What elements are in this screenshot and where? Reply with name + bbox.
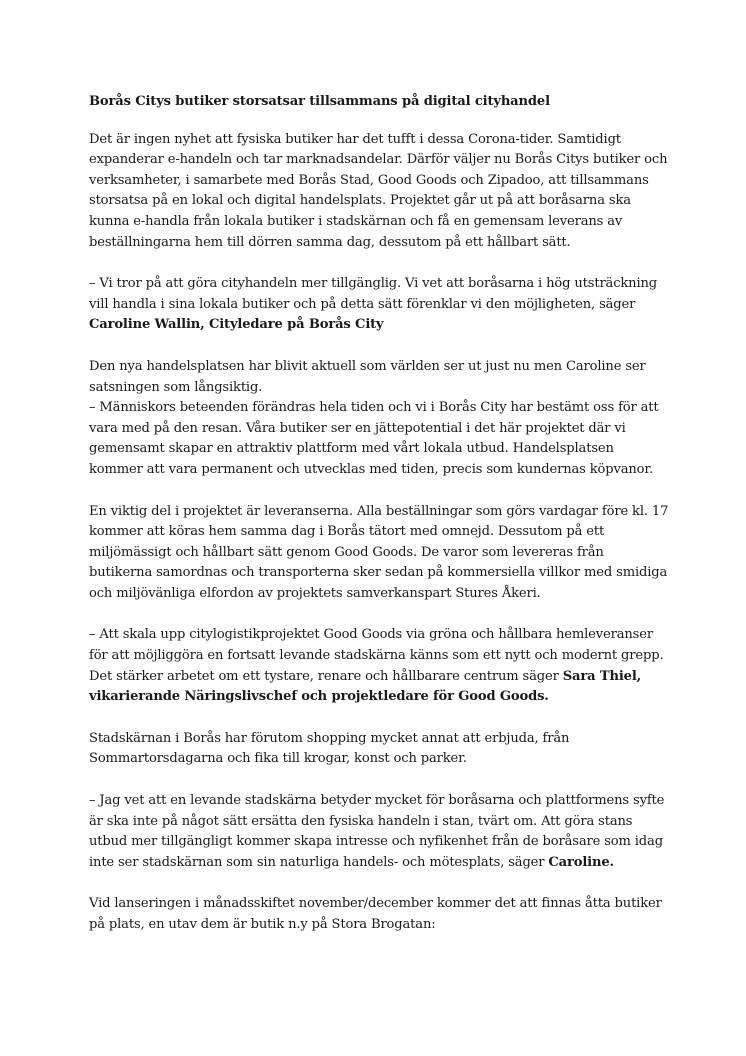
paragraph-launch: Vid lanseringen i månadsskiftet november/december kommer det att finnas åtta butiker på plats, en utav dem är butik n.y på Stora Brogatan: (89, 896, 662, 932)
quote-text: – Vi tror på att göra cityhandeln mer tillgänglig. Vi vet att boråsarna i hög utsträckning vill handla i sina lokala butiker och på detta sätt förenklar vi den möjligheten, säger (89, 276, 658, 312)
quote-attribution: Caroline. (548, 854, 614, 870)
paragraph-long-term: Den nya handelsplatsen har blivit aktuell som världen ser ut just nu men Caroline ser satsningen som långsiktig. (89, 358, 646, 395)
quote-text: – Jag vet att en levande stadskärna betyder mycket för boråsarna och plattformens syfte är ska inte på något sätt ersätta den fysiska handeln i stan, tvärt om. Att göra stans utbud mer tillgängligt kommer skapa intresse och nyfikenhet från de boråsare som idag inte ser stadskärnan som sin naturliga handels- och mötesplats, säger (89, 793, 665, 870)
paragraph-quote-caroline (89, 274, 669, 336)
quote-attribution: Caroline Wallin, Cityledare på Borås City (89, 317, 384, 333)
quote-attribution: Sara Thiel, vikarierande Näringslivschef och projektledare för Good Goods. (89, 668, 642, 705)
paragraph-city-centre: Stadskärnan i Borås har förutom shopping mycket annat att erbjuda, från Sommartorsdagarna och fika till krogar, konst och parker. (89, 730, 570, 767)
paragraph-deliveries: En viktig del i projektet är leveranserna. Alla beställningar som görs vardagar före kl. 17 kommer att köras hem samma dag i Borås tätort med omnejd. Dessutom på ett miljömässigt och hållbart sätt genom Good Goods. De varor som levereras från butikerna samordnas och transporterna sker sedan på kommersiella villkor med smidiga och miljövänliga elfordon av projektets samverkanspart Stures Åkeri. (89, 503, 669, 601)
document-title: Borås Citys butiker storsatsar tillsammans på digital cityhandel (89, 94, 550, 109)
paragraph-quote-caroline-2 (89, 791, 669, 873)
document-page (89, 92, 669, 957)
paragraph-quote-behaviour: – Människors beteenden förändras hela tiden och vi i Borås City har bestämt oss för att vara med på den resan. Våra butiker ser en jättepotential i det här projektet där vi gemensamt skapar en attraktiv plattform med vårt lokala utbud. Handelsplatsen kommer att vara permanent och utvecklas med tiden, precis som kundernas köpvanor. (89, 400, 659, 477)
paragraph-intro: Det är ingen nyhet att fysiska butiker har det tufft i dessa Corona-tider. Samtidigt expanderar e-handeln och tar marknadsandelar. Därför väljer nu Borås Citys butiker och verksamheter, i samarbete med Borås Stad, Good Goods och Zipadoo, att tillsammans storsatsa på en lokal och digital handelsplats. Projektet går ut på att boråsarna ska kunna e-handla från lokala butiker i stadskärnan och få en gemensam leverans av beställningarna hem till dörren samma dag, dessutom på ett hållbart sätt. (89, 131, 668, 250)
quote-text: – Att skala upp citylogistikprojektet Good Goods via gröna och hållbara hemleveranser för att möjliggöra en fortsatt levande stadskärna känns som ett nytt och modernt grepp. Det stärker arbetet om ett tystare, renare och hållbarare centrum säger (89, 627, 664, 684)
paragraph-quote-sara (89, 625, 669, 707)
